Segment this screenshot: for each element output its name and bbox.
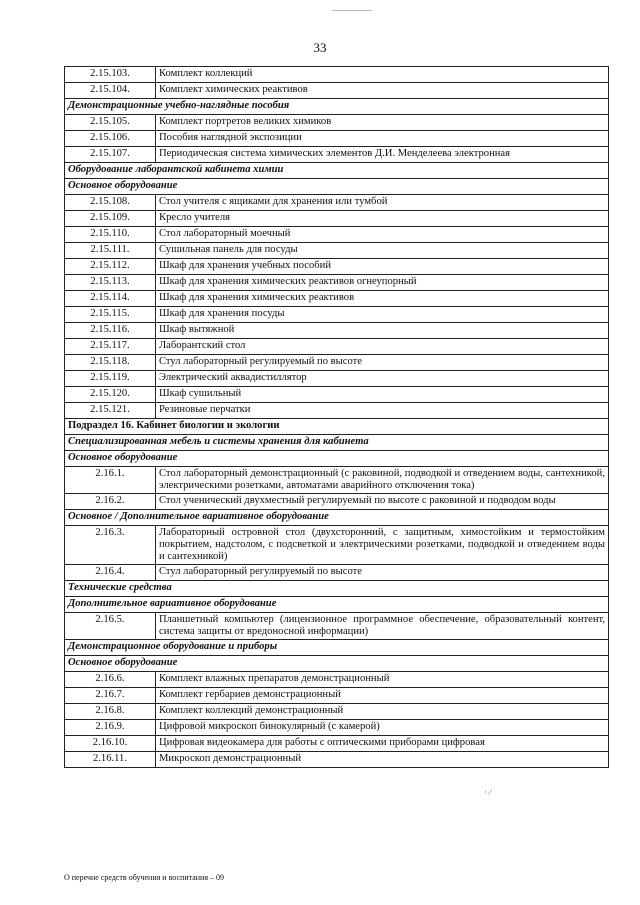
item-number: 2.15.109. [65,211,156,227]
item-description: Резиновые перчатки [156,403,609,419]
item-number: 2.16.2. [65,494,156,509]
item-description: Стол лабораторный моечный [156,227,609,243]
table-row [65,291,609,307]
item-description: Стол учителя с ящиками для хранения или тумбой [156,195,609,211]
table-row [65,494,609,509]
item-number: 2.16.6. [65,672,156,688]
item-number: 2.16.4. [65,565,156,581]
table-row [65,67,609,83]
section-title: Основное оборудование [65,656,609,672]
section-title: Демонстрационные учебно-наглядные пособия [65,99,609,115]
table-row [65,259,609,275]
equipment-table-body [65,67,609,768]
item-description: Шкаф вытяжной [156,323,609,339]
scan-specks: · ∕ [484,787,491,797]
item-description: Планшетный компьютер (лицензионное программное обеспечение, образовательный контент, система защиты от вредоносной информации) [156,613,609,640]
item-number: 2.15.117. [65,339,156,355]
page-number: 33 [313,40,327,55]
item-description: Шкаф для хранения химических реактивов огнеупорный [156,275,609,291]
item-number: 2.15.120. [65,387,156,403]
item-number: 2.16.11. [65,752,156,768]
section-header-row [65,581,609,597]
section-header-row [65,597,609,613]
item-description: Пособия наглядной экспозиции [156,131,609,147]
item-number: 2.15.114. [65,291,156,307]
item-description: Лабораторный островной стол (двухсторонний, с защитным, химостойким и термостойким покрытием, надстолом, с подсветкой и электрическими розетками, подводкой и отведением воды и сантехникой) [156,525,609,565]
table-row [65,83,609,99]
equipment-table [64,66,609,768]
item-description: Кресло учителя [156,211,609,227]
table-row [65,323,609,339]
table-row [65,565,609,581]
item-number: 2.15.116. [65,323,156,339]
table-row [65,307,609,323]
subsection-header-row [65,419,609,435]
table-row [65,720,609,736]
section-title: Дополнительное вариативное оборудование [65,597,609,613]
item-number: 2.15.111. [65,243,156,259]
table-row [65,403,609,419]
table-row [65,736,609,752]
item-description: Комплект коллекций [156,67,609,83]
table-row [65,672,609,688]
table-row [65,243,609,259]
table-row [65,211,609,227]
item-description: Стол ученический двухместный регулируемый по высоте с раковиной и подводом воды [156,494,609,509]
section-title: Основное оборудование [65,179,609,195]
item-number: 2.16.1. [65,467,156,494]
table-row [65,467,609,494]
item-number: 2.16.5. [65,613,156,640]
item-number: 2.15.108. [65,195,156,211]
section-header-row [65,99,609,115]
section-title: Специализированная мебель и системы хранения для кабинета [65,435,609,451]
item-description: Цифровая видеокамера для работы с оптическими приборами цифровая [156,736,609,752]
item-number: 2.16.3. [65,525,156,565]
table-row [65,195,609,211]
item-number: 2.15.113. [65,275,156,291]
item-number: 2.16.9. [65,720,156,736]
section-title: Оборудование лаборантской кабинета химии [65,163,609,179]
section-header-row [65,509,609,525]
section-header-row [65,640,609,656]
section-header-row [65,451,609,467]
item-description: Стул лабораторный регулируемый по высоте [156,565,609,581]
item-description: Периодическая система химических элементов Д.И. Менделеева электронная [156,147,609,163]
table-row [65,355,609,371]
item-description: Комплект коллекций демонстрационный [156,704,609,720]
item-description: Шкаф для хранения посуды [156,307,609,323]
item-description: Шкаф для хранения учебных пособий [156,259,609,275]
section-header-row [65,656,609,672]
table-row [65,131,609,147]
scan-mark [332,10,372,11]
subsection-title: Подраздел 16. Кабинет биологии и экологии [65,419,609,435]
section-title: Основное оборудование [65,451,609,467]
table-row [65,387,609,403]
table-row [65,371,609,387]
table-row [65,704,609,720]
table-row [65,339,609,355]
item-number: 2.15.106. [65,131,156,147]
table-row [65,227,609,243]
table-row [65,752,609,768]
item-description: Микроскоп демонстрационный [156,752,609,768]
page-footer: О перечне средств обучения и воспитания – 09 [64,873,224,882]
item-number: 2.15.107. [65,147,156,163]
table-row [65,115,609,131]
item-description: Шкаф для хранения химических реактивов [156,291,609,307]
item-description: Комплект гербариев демонстрационный [156,688,609,704]
item-number: 2.15.104. [65,83,156,99]
item-number: 2.15.121. [65,403,156,419]
section-title: Технические средства [65,581,609,597]
item-description: Шкаф сушильный [156,387,609,403]
item-description: Стул лабораторный регулируемый по высоте [156,355,609,371]
table-row [65,525,609,565]
item-description: Комплект химических реактивов [156,83,609,99]
section-header-row [65,435,609,451]
item-number: 2.15.112. [65,259,156,275]
section-header-row [65,163,609,179]
section-title: Основное / Дополнительное вариативное оборудование [65,509,609,525]
table-row [65,275,609,291]
item-number: 2.15.105. [65,115,156,131]
item-number: 2.16.7. [65,688,156,704]
table-row [65,147,609,163]
item-description: Цифровой микроскоп бинокулярный (с камерой) [156,720,609,736]
item-number: 2.15.103. [65,67,156,83]
item-number: 2.15.115. [65,307,156,323]
item-description: Комплект портретов великих химиков [156,115,609,131]
item-number: 2.15.119. [65,371,156,387]
table-row [65,613,609,640]
section-title: Демонстрационное оборудование и приборы [65,640,609,656]
item-number: 2.16.10. [65,736,156,752]
item-number: 2.15.110. [65,227,156,243]
table-row [65,688,609,704]
section-header-row [65,179,609,195]
item-number: 2.16.8. [65,704,156,720]
item-description: Лаборантский стол [156,339,609,355]
item-description: Стол лабораторный демонстрационный (с раковиной, подводкой и отведением воды, сантехникой, электрическими розетками, автоматами аварийного отключения тока) [156,467,609,494]
item-description: Комплект влажных препаратов демонстрационный [156,672,609,688]
item-number: 2.15.118. [65,355,156,371]
item-description: Электрический аквадистиллятор [156,371,609,387]
item-description: Сушильная панель для посуды [156,243,609,259]
